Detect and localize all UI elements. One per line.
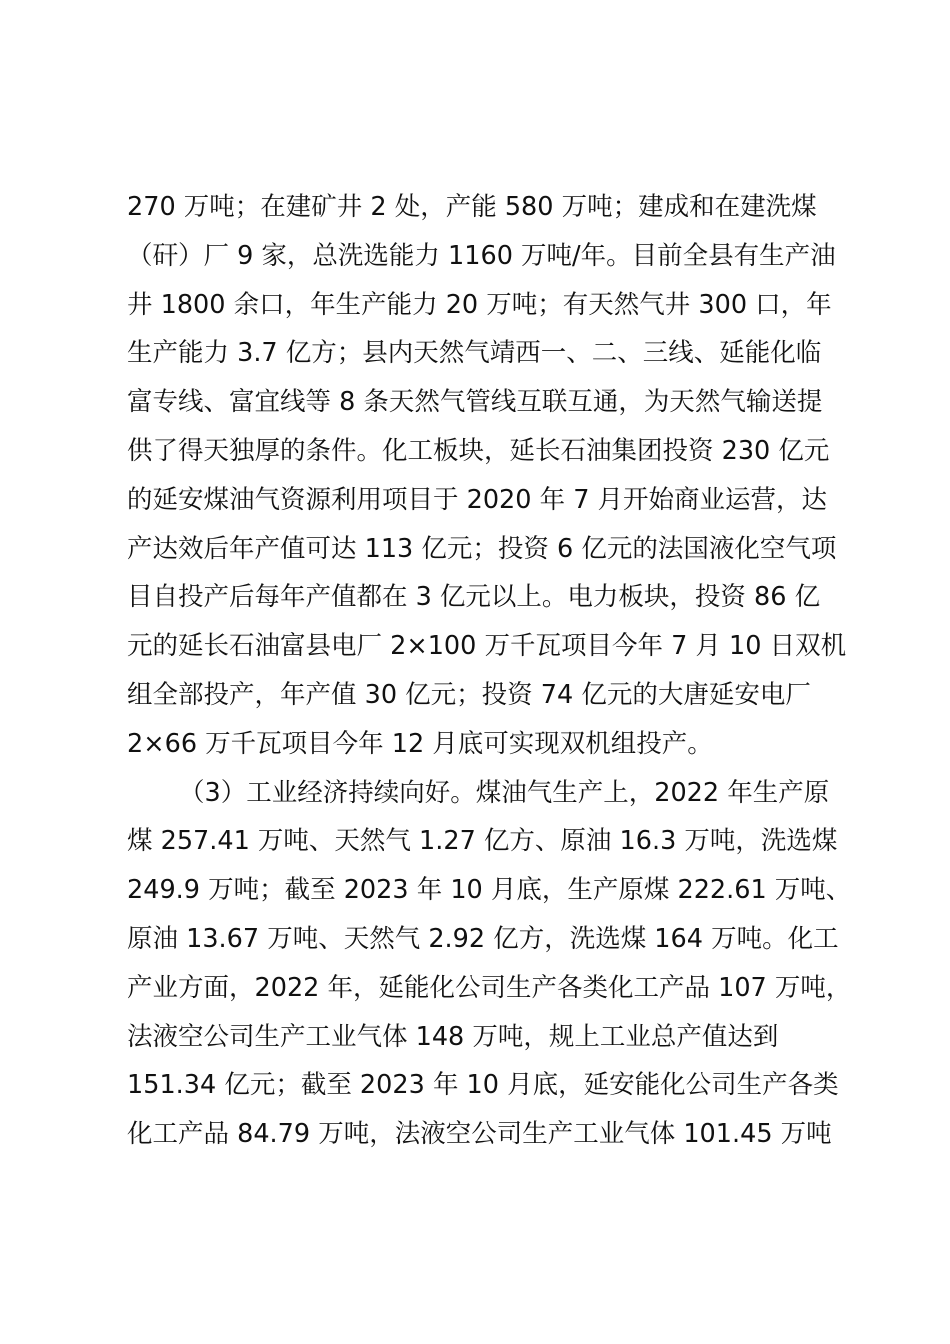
- text-line: 井 1800 余口，年生产能力 20 万吨；有天然气井 300 口，年: [127, 289, 832, 320]
- text-line: 元的延长石油富县电厂 2×100 万千瓦项目今年 7 月 10 日双机: [127, 631, 847, 662]
- text-line: 化工产品 84.79 万吨，法液空公司生产工业气体 101.45 万吨: [127, 1119, 832, 1150]
- text-line: 151.34 亿元；截至 2023 年 10 月底，延安能化公司生产各类: [127, 1070, 839, 1101]
- text-line: 产达效后年产值可达 113 亿元；投资 6 亿元的法国液化空气项: [127, 533, 837, 564]
- text-line: （矸）厂 9 家，总洗选能力 1160 万吨/年。目前全县有生产油: [127, 240, 836, 271]
- paragraph-start-line: （3）工业经济持续向好。煤油气生产上，2022 年生产原: [179, 777, 830, 808]
- text-line: 供了得天独厚的条件。化工板块，延长石油集团投资 230 亿元: [127, 435, 830, 466]
- text-line: 的延安煤油气资源利用项目于 2020 年 7 月开始商业运营，达: [127, 484, 828, 515]
- text-line: 组全部投产，年产值 30 亿元；投资 74 亿元的大唐延安电厂: [127, 679, 811, 710]
- text-line: 富专线、富宜线等 8 条天然气管线互联互通，为天然气输送提: [127, 387, 823, 418]
- text-line: 生产能力 3.7 亿方；县内天然气靖西一、二、三线、延能化临: [127, 338, 822, 369]
- text-line: 目自投产后每年产值都在 3 亿元以上。电力板块，投资 86 亿: [127, 582, 821, 613]
- text-line: 原油 13.67 万吨、天然气 2.92 亿方，洗选煤 164 万吨。化工: [127, 923, 839, 954]
- text-line: 2×66 万千瓦项目今年 12 月底可实现双机组投产。: [127, 728, 713, 759]
- text-line: 249.9 万吨；截至 2023 年 10 月底，生产原煤 222.61 万吨、: [127, 875, 852, 906]
- text-line: 煤 257.41 万吨、天然气 1.27 亿方、原油 16.3 万吨，洗选煤: [127, 826, 838, 857]
- body-text: [127, 183, 857, 1159]
- text-line: 产业方面，2022 年，延能化公司生产各类化工产品 107 万吨，: [127, 972, 852, 1003]
- text-line: 270 万吨；在建矿井 2 处，产能 580 万吨；建成和在建洗煤: [127, 192, 817, 222]
- text-line: 法液空公司生产工业气体 148 万吨，规上工业总产值达到: [127, 1021, 779, 1052]
